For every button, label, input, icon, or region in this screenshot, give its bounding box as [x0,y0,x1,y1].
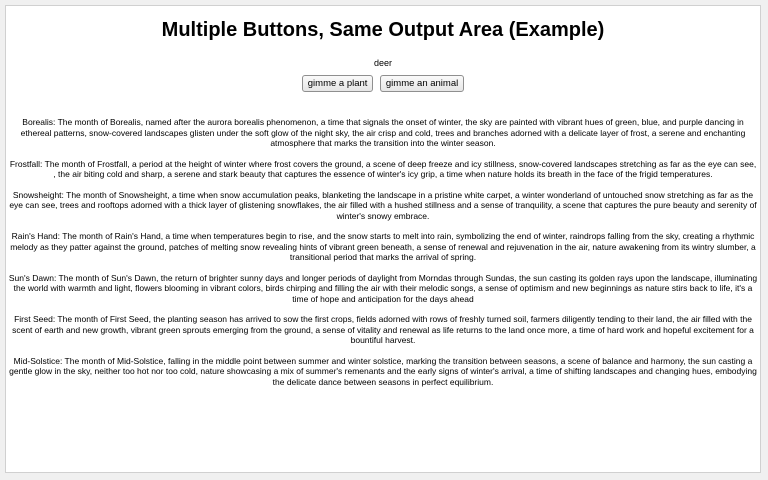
month-name: Rain's Hand: [11,231,60,241]
month-description: The month of Snowsheight, a time when snow accumulation peaks, blanketing the landscape in a pristine white carpet, a winter wonderland of untouched snow stretching as far as the eye can see, trees and rooftops adorned with a thick layer of glistening snowflakes, the air filled with a hushed stillness and a sense of tranquility, a scene that captures the pure beauty and serenity of winter's snowy embrace. [9,189,757,221]
month-name: Borealis: [22,117,56,127]
month-list [6,117,760,387]
month-entry-rains-hand [8,231,758,263]
gimme-animal-button[interactable]: gimme an animal [380,75,464,92]
month-entry-suns-dawn [8,273,758,305]
month-description: The month of Borealis, named after the aurora borealis phenomenon, a time that signals the onset of winter, the sky are painted with vibrant hues of green, blue, and purple dancing in ethereal patterns, snow-covered landscapes glisten under the soft glow of the night sky, the air crisp and cold, trees and branches adorned with a delicate layer of frost, a serene and enchanting atmosphere that marks the transition into the winter season. [20,117,746,148]
month-description: The month of Mid-Solstice, falling in the middle point between summer and winter solstice, marking the transition between seasons, a scene of balance and harmony, the sun casting a gentle glow in the sky, neither too hot nor too cold, nature showcasing a mix of summer's remenants and the early signs of winter's arrival, a time of shifting landscapes and changing hues, embodying the delicate dance between seasons in perfect equilibrium. [9,355,757,387]
month-entry-frostfall [8,159,758,180]
page-frame [5,5,761,473]
button-row [6,73,760,92]
month-description: The month of Sun's Dawn, the return of brighter sunny days and longer periods of daylight from Morndas through Sundas, the sun casting its golden rays upon the landscape, illuminating the world with warmth and light, flowers blooming in vibrant colors, birds chirping and filling the air with their melodic songs, a sense of optimism and new beginnings as nature stirs back to life, it's a time of hope and anticipation for the days ahead [13,272,758,304]
month-description: The month of First Seed, the planting season has arrived to sow the first crops, fields adorned with rows of freshly turned soil, farmers diligently tending to their land, the air filled with the scent of earth and new growth, vibrant green sprouts emerging from the ground, a sense of vitality and renewal as life returns to the land once more, a time of hard work and hopeful excitement for a bountiful harvest. [12,314,754,345]
month-description: The month of Rain's Hand, a time when temperatures begin to rise, and the snow starts to melt into rain, symbolizing the end of winter, raindrops falling from the sky, creating a rhythmic melody as they patter against the ground, patches of melting snow revealing hints of vibrant green beneath, a sense of renewal and rejuvenation in the air, nature awakening from its wintry slumber, a transitional period that marks the arrival of spring. [10,231,756,262]
month-entry-snowsheight [8,190,758,222]
month-name: Sun's Dawn: [8,272,57,283]
month-entry-first-seed [8,314,758,346]
page-title: Multiple Buttons, Same Output Area (Example) [161,19,605,41]
month-entry-borealis [8,117,758,149]
month-name: Snowsheight: [12,189,64,200]
output-area: deer [373,58,392,68]
month-name: Mid-Solstice: [13,355,63,366]
gimme-plant-button[interactable]: gimme a plant [302,75,374,92]
month-description: The month of Frostfall, a period at the height of winter where frost covers the ground, a scene of deep freeze and icy stillness, snow-covered landscapes stretching as far as the eye can see, , the air biting cold and sharp, a serene and stark beauty that captures the essence of winter's icy grip, a time when nature holds its breath in the face of the frigid temperatures. [44,158,757,179]
month-name: Frostfall: [9,158,43,169]
month-entry-mid-solstice [8,356,758,388]
month-name: First Seed: [14,314,56,324]
